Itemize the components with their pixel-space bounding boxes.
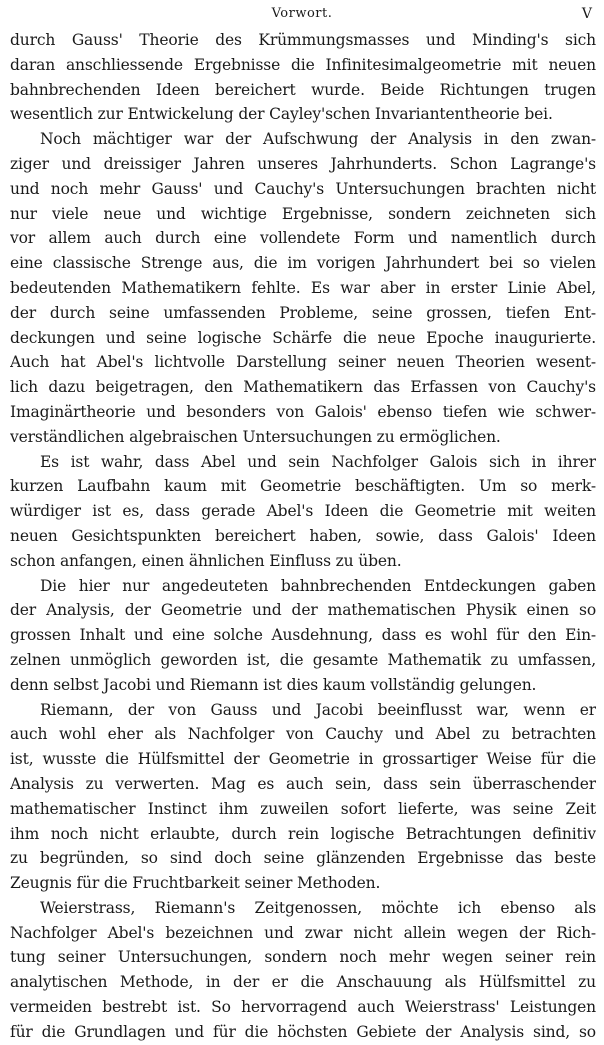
text-line: der durch seine umfassenden Probleme, seine grossen, tiefen Ent- (10, 303, 596, 322)
text-line: zelnen unmöglich geworden ist, die gesamte Mathematik zu umfassen, (10, 650, 596, 669)
text-line: ist, wusste die Hülfsmittel der Geometrie in grossartiger Weise für die (10, 750, 596, 769)
text-line: Noch mächtiger war der Aufschwung der Analysis in den zwan- (40, 130, 596, 149)
running-head (0, 6, 604, 26)
running-title: Vorwort. (271, 6, 333, 21)
text-line: tung seiner Untersuchungen, sondern noch mehr wegen seiner rein (10, 948, 596, 967)
text-line: kurzen Laufbahn kaum mit Geometrie beschäftigten. Um so merk- (10, 477, 596, 496)
text-line: neuen Gesichtspunkten bereichert haben, sowie, dass Galois' Ideen (10, 526, 596, 545)
text-line: würdiger ist es, dass gerade Abel's Ideen die Geometrie mit weiten (10, 502, 596, 521)
text-line: Auch hat Abel's lichtvolle Darstellung seiner neuen Theorien wesent- (10, 353, 596, 372)
text-line: ihm noch nicht erlaubte, durch rein logische Betrachtungen definitiv (10, 824, 596, 843)
text-line: auch wohl eher als Nachfolger von Cauchy und Abel zu betrachten (10, 725, 596, 744)
text-line: Imaginärtheorie und besonders von Galois' ebenso tiefen wie schwer- (10, 402, 596, 421)
text-line: für die Grundlagen und für die höchsten Gebiete der Analysis sind, so (10, 1022, 596, 1041)
text-line: der Analysis, der Geometrie und der mathematischen Physik einen so (10, 601, 596, 620)
text-line: und noch mehr Gauss' und Cauchy's Untersuchungen brachten nicht (10, 179, 596, 198)
text-line: mathematischer Instinct ihm zuweilen sofort lieferte, was seine Zeit (10, 799, 596, 818)
text-line: denn selbst Jacobi und Riemann ist dies kaum vollständig gelungen. (10, 675, 537, 694)
text-line: Zeugnis für die Fruchtbarkeit seiner Methoden. (10, 874, 381, 893)
text-line: lich dazu beigetragen, den Mathematikern das Erfassen von Cauchy's (10, 378, 596, 397)
text-line: vor allem auch durch eine vollendete Form und namentlich durch (10, 229, 596, 248)
text-line: Nachfolger Abel's bezeichnen und zwar nicht allein wegen der Rich- (10, 923, 596, 942)
text-line: ziger und dreissiger Jahren unseres Jahrhunderts. Schon Lagrange's (10, 154, 596, 173)
text-line: Riemann, der von Gauss und Jacobi beeinflusst war, wenn er (40, 700, 596, 719)
text-line: Weierstrass, Riemann's Zeitgenossen, möchte ich ebenso als (40, 898, 596, 917)
text-line: durch Gauss' Theorie des Krümmungsmasses und Minding's sich (10, 31, 596, 49)
body-text (10, 28, 596, 1045)
text-line: eine classische Strenge aus, die im vorigen Jahrhundert bei so vielen (10, 254, 596, 273)
text-line: verständlichen algebraischen Untersuchungen zu ermöglichen. (10, 427, 501, 446)
page-number: V (581, 6, 592, 22)
text-line: vermeiden bestrebt ist. So hervorragend auch Weierstrass' Leistungen (10, 998, 596, 1017)
text-line: daran anschliessende Ergebnisse die Infinitesimalgeometrie mit neuen (10, 55, 596, 74)
text-line: Die hier nur angedeuteten bahnbrechenden Entdeckungen gaben (40, 576, 596, 595)
text-line: Es ist wahr, dass Abel und sein Nachfolger Galois sich in ihrer (40, 452, 596, 471)
text-line: zu begründen, so sind doch seine glänzenden Ergebnisse das beste (10, 849, 596, 868)
text-line: bahnbrechenden Ideen bereichert wurde. Beide Richtungen trugen (10, 80, 596, 99)
text-line: wesentlich zur Entwickelung der Cayley'schen Invariantentheorie bei. (10, 105, 553, 124)
text-line: schon anfangen, einen ähnlichen Einfluss zu üben. (10, 551, 402, 570)
text-line: analytischen Methode, in der er die Anschauung als Hülfsmittel zu (10, 973, 596, 992)
text-line: grossen Inhalt und eine solche Ausdehnung, dass es wohl für den Ein- (10, 626, 596, 645)
text-line: Analysis zu verwerten. Mag es auch sein, dass sein überraschender (10, 774, 596, 793)
text-line: bedeutenden Mathematikern fehlte. Es war aber in erster Linie Abel, (10, 278, 596, 297)
text-line: deckungen und seine logische Schärfe die neue Epoche inaugurierte. (10, 328, 596, 347)
text-line: nur viele neue und wichtige Ergebnisse, sondern zeichneten sich (10, 204, 596, 223)
